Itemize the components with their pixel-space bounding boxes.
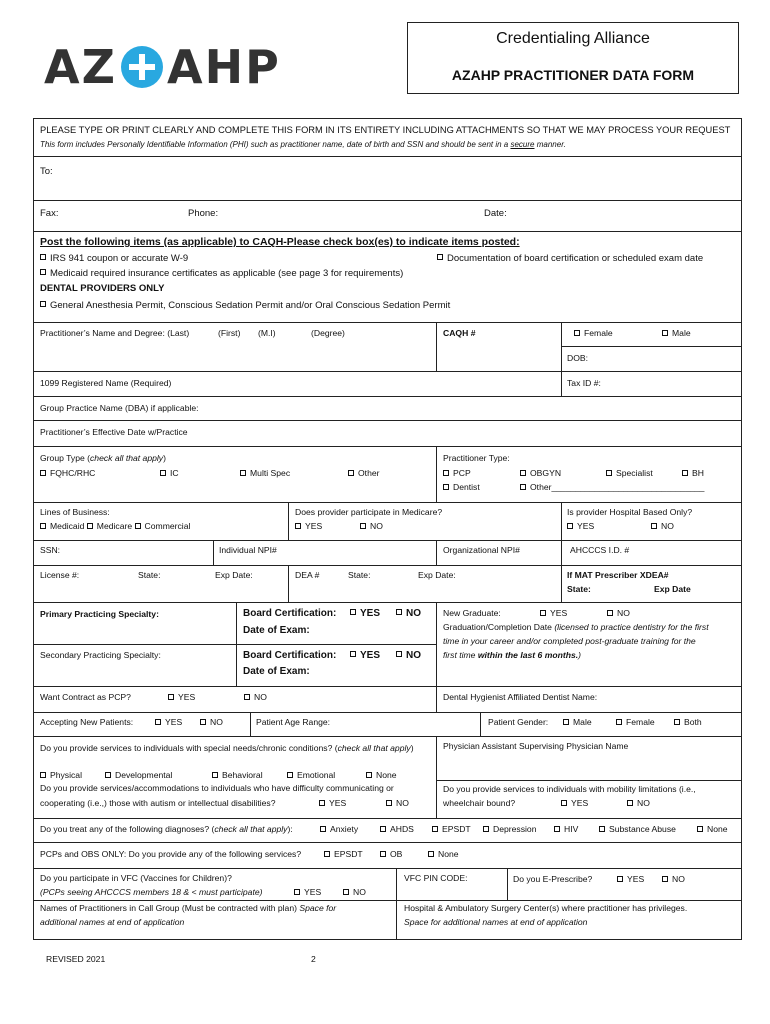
sn-behavioral-label: Behavioral — [222, 770, 263, 780]
new-grad-no[interactable] — [607, 608, 630, 618]
checkbox[interactable] — [563, 719, 569, 725]
checkbox[interactable] — [662, 330, 668, 336]
group-type-italic: check all that apply — [90, 453, 164, 463]
sn-physical-label: Physical — [50, 770, 82, 780]
new-grad-yes-label: YES — [550, 608, 568, 618]
autism-question-2: cooperating (i.e.,) those with autism or intellectual disabilities? — [40, 798, 276, 808]
mobility-no[interactable] — [627, 798, 650, 808]
grad-line-3-bold: within the last 6 months. — [477, 650, 579, 660]
pcp-obs-none[interactable] — [428, 849, 459, 859]
logo-text-left: AZ — [44, 40, 117, 94]
checkbox[interactable] — [40, 523, 46, 529]
checkbox[interactable] — [520, 470, 526, 476]
grad-line-2: time in your career and/or completed post-graduate training for the — [443, 636, 696, 646]
dx-none-label: None — [707, 824, 728, 834]
org-name: Credentialing Alliance — [496, 30, 650, 47]
board-cert-yes-label-1: YES — [360, 608, 381, 619]
secondary-specialty-label: Secondary Practicing Specialty: — [40, 650, 161, 660]
dx-ahds-label: AHDS — [390, 824, 414, 834]
checkbox[interactable] — [135, 523, 141, 529]
group-type-end: ) — [163, 453, 166, 463]
sn-none[interactable] — [366, 770, 397, 780]
group-practice-label: Group Practice Name (DBA) if applicable: — [40, 403, 199, 413]
page-number: 2 — [311, 954, 316, 964]
checkbox[interactable] — [212, 772, 218, 778]
grad-line-1 — [443, 622, 709, 632]
checkbox[interactable] — [627, 800, 633, 806]
checkbox[interactable] — [616, 719, 622, 725]
checkbox[interactable] — [40, 254, 46, 260]
checkbox[interactable] — [396, 651, 402, 657]
checkbox[interactable] — [360, 523, 366, 529]
mi-label: (M.I) — [258, 328, 276, 338]
ic-option[interactable] — [160, 468, 179, 478]
lob-medicare: Medicare — [96, 521, 133, 531]
dob-label: DOB: — [567, 353, 589, 363]
xdea-label: If MAT Prescriber XDEA# — [567, 570, 669, 580]
special-needs-end: ) — [410, 743, 414, 753]
dx-none[interactable] — [697, 824, 728, 834]
mobility-yes-label: YES — [571, 798, 589, 808]
mobility-question-1: Do you provide services to individuals with mobility limitations (i.e., — [443, 784, 696, 794]
hospital-privileges-1: Hospital & Ambulatory Surgery Center(s) where practitioner has privileges. — [404, 903, 688, 913]
checkbox[interactable] — [87, 523, 93, 529]
male-option[interactable] — [662, 328, 691, 338]
new-grad-yes[interactable] — [540, 608, 567, 618]
logo-text-right: AHP — [166, 40, 281, 94]
checkbox[interactable] — [240, 470, 246, 476]
npi-label: Individual NPI# — [219, 545, 277, 555]
checkbox[interactable] — [380, 826, 386, 832]
irs-label: IRS 941 coupon or accurate W-9 — [50, 253, 189, 264]
logo-cross-icon — [121, 46, 163, 88]
checkbox[interactable] — [443, 470, 449, 476]
accepting-yes[interactable] — [155, 717, 182, 727]
board-cert-label-2: Board Certification: — [243, 650, 337, 661]
dx-substance[interactable] — [599, 824, 676, 834]
call-group-line-1 — [40, 903, 336, 913]
call-group-line-2: additional names at end of application — [40, 917, 185, 927]
dx-anxiety[interactable] — [320, 824, 358, 834]
checkbox[interactable] — [40, 772, 46, 778]
diagnoses-text: Do you treat any of the following diagnoses? ( — [40, 824, 215, 834]
bh-option[interactable] — [682, 468, 704, 478]
pcp-obs-epsdt-label: EPSDT — [334, 849, 363, 859]
checkbox[interactable] — [366, 772, 372, 778]
board-cert-no-label-1: NO — [406, 608, 421, 619]
hospital-question: Is provider Hospital Based Only? — [567, 507, 693, 517]
call-group-italic: Space for — [299, 903, 337, 913]
board-cert-no-1[interactable] — [396, 608, 421, 619]
board-doc-item[interactable] — [437, 253, 703, 264]
fax-label: Fax: — [40, 208, 59, 219]
dx-substance-label: Substance Abuse — [609, 824, 676, 834]
license-exp-label: Exp Date: — [215, 570, 253, 580]
hospital-no[interactable] — [651, 521, 674, 531]
obgyn-label: OBGYN — [530, 468, 562, 478]
autism-no-label: NO — [396, 798, 409, 808]
logo — [44, 40, 281, 94]
vfc-yes[interactable] — [294, 887, 321, 897]
hygienist-label: Dental Hygienist Affiliated Dentist Name: — [443, 692, 598, 702]
checkbox[interactable] — [674, 719, 680, 725]
pcp-contract-label: Want Contract as PCP? — [40, 692, 131, 702]
checkbox[interactable] — [554, 826, 560, 832]
fqhc-label: FQHC/RHC — [50, 468, 96, 478]
notice-main: PLEASE TYPE OR PRINT CLEARLY AND COMPLETE THIS FORM IN ITS ENTIRETY INCLUDING ATTACHMENTS SO THAT WE MAY PROCESS YOUR REQUEST — [40, 125, 731, 135]
board-cert-yes-2[interactable] — [350, 650, 380, 661]
checkbox[interactable] — [244, 694, 250, 700]
checkbox[interactable] — [386, 800, 392, 806]
checkbox[interactable] — [295, 523, 301, 529]
group-other-option[interactable] — [348, 468, 380, 478]
dx-depression-label: Depression — [493, 824, 537, 834]
checkbox[interactable] — [160, 470, 166, 476]
registered-name-label: 1099 Registered Name (Required) — [40, 378, 172, 388]
pcp-obs-epsdt[interactable] — [324, 849, 363, 859]
gender-both-label: Both — [684, 717, 702, 727]
caqh-heading: Post the following items (as applicable) to CAQH-Please check box(es) to indicate items posted: — [40, 236, 520, 248]
checkbox[interactable] — [343, 889, 349, 895]
gender-female[interactable] — [616, 717, 655, 727]
dental-permit-label: General Anesthesia Permit, Conscious Sedation Permit and/or Oral Conscious Sedation Permit — [50, 300, 451, 311]
medicare-yes-label: YES — [305, 521, 323, 531]
vfc-no-label: NO — [353, 887, 366, 897]
ic-label: IC — [170, 468, 179, 478]
accepting-no-label: NO — [210, 717, 223, 727]
checkbox[interactable] — [324, 851, 330, 857]
special-needs-italic: check all that apply — [337, 743, 411, 753]
pcp-contract-yes-label: YES — [178, 692, 196, 702]
dx-epsdt[interactable] — [432, 824, 471, 834]
autism-no[interactable] — [386, 798, 409, 808]
xdea-exp-label: Exp Date — [654, 584, 691, 594]
license-state-label: State: — [138, 570, 161, 580]
checkbox[interactable] — [348, 470, 354, 476]
autism-yes-label: YES — [329, 798, 347, 808]
caqh-number-label: CAQH # — [443, 328, 476, 338]
accepting-patients-label: Accepting New Patients: — [40, 717, 134, 727]
autism-yes[interactable] — [319, 798, 346, 808]
board-cert-label-1: Board Certification: — [243, 608, 337, 619]
age-range-label: Patient Age Range: — [256, 717, 331, 727]
medicaid-cert-label: Medicaid required insurance certificates as applicable (see page 3 for requirements) — [50, 268, 404, 279]
grad-line-3-text: first time — [443, 650, 476, 660]
pcp-contract-yes[interactable] — [168, 692, 195, 702]
eprescribe-no-label: NO — [672, 874, 685, 884]
degree-label: (Degree) — [311, 328, 345, 338]
multi-spec-label: Multi Spec — [250, 468, 291, 478]
checkbox[interactable] — [617, 876, 623, 882]
eprescribe-no[interactable] — [662, 874, 685, 884]
gender-male[interactable] — [563, 717, 592, 727]
gender-male-label: Male — [573, 717, 592, 727]
dea-exp-label: Exp Date: — [418, 570, 456, 580]
ahcccs-id-label: AHCCCS I.D. # — [570, 545, 630, 555]
medicare-no-label: NO — [370, 521, 383, 531]
eprescribe-yes-label: YES — [627, 874, 645, 884]
checkbox[interactable] — [40, 470, 46, 476]
exam-date-label-2: Date of Exam: — [243, 666, 310, 677]
dental-heading: DENTAL PROVIDERS ONLY — [40, 283, 165, 294]
pcp-type-option[interactable] — [443, 468, 471, 478]
board-doc-label: Documentation of board certification or scheduled exam date — [447, 253, 704, 264]
effective-date-label: Practitioner’s Effective Date w/Practice — [40, 427, 188, 437]
pcp-obs-ob-label: OB — [390, 849, 403, 859]
special-needs-question — [40, 741, 432, 755]
group-type-text: Group Type ( — [40, 453, 90, 463]
dx-ahds[interactable] — [380, 824, 414, 834]
checkbox[interactable] — [662, 876, 668, 882]
gender-female-label: Female — [626, 717, 655, 727]
fqhc-option[interactable] — [40, 468, 95, 478]
board-cert-yes-1[interactable] — [350, 608, 380, 619]
new-grad-label: New Graduate: — [443, 608, 501, 618]
pcp-contract-no-label: NO — [254, 692, 267, 702]
accepting-yes-label: YES — [165, 717, 183, 727]
checkbox[interactable] — [396, 609, 402, 615]
checkbox[interactable] — [380, 851, 386, 857]
xdea-state-label: State: — [567, 584, 591, 594]
notice-secure: secure — [510, 140, 535, 149]
pcp-obs-question: PCPs and OBS ONLY: Do you provide any of the following services? — [40, 849, 302, 859]
grad-line-1-text: Graduation/Completion Date — [443, 622, 552, 632]
autism-question-1: Do you provide services/accommodations to individuals who have difficulty communicating or — [40, 783, 394, 793]
notice-sub-text: This form includes Personally Identifiable Information (PHI) such as practitioner name, date of birth and SSN and should be sent in a — [40, 140, 509, 149]
form-title: AZAHP PRACTITIONER DATA FORM — [451, 67, 695, 83]
dx-hiv[interactable] — [554, 824, 578, 834]
dx-hiv-label: HIV — [564, 824, 579, 834]
dx-depression[interactable] — [483, 824, 536, 834]
checkbox[interactable] — [574, 330, 580, 336]
specialist-label: Specialist — [616, 468, 653, 478]
bh-label: BH — [692, 468, 704, 478]
female-label: Female — [584, 328, 613, 338]
notice-sub — [40, 140, 566, 149]
checkbox[interactable] — [697, 826, 703, 832]
vfc-pin-label: VFC PIN CODE: — [404, 873, 468, 883]
checkbox[interactable] — [607, 610, 613, 616]
vfc-no[interactable] — [343, 887, 366, 897]
diagnoses-italic: check all that apply — [214, 824, 288, 834]
checkbox[interactable] — [561, 800, 567, 806]
irs-item[interactable] — [40, 253, 188, 264]
grad-line-3 — [443, 650, 581, 660]
mobility-question-2: wheelchair bound? — [443, 798, 516, 808]
sn-physical[interactable] — [40, 770, 82, 780]
medicare-no[interactable] — [360, 521, 383, 531]
group-type-label — [40, 453, 166, 463]
multi-spec-option[interactable] — [240, 468, 290, 478]
gender-label: Patient Gender: — [488, 717, 549, 727]
medicare-yes[interactable] — [295, 521, 322, 531]
checkbox[interactable] — [682, 470, 688, 476]
checkbox[interactable] — [105, 772, 111, 778]
dentist-option[interactable] — [443, 482, 480, 492]
pcp-type-label: PCP — [453, 468, 471, 478]
checkbox[interactable] — [320, 826, 326, 832]
dx-epsdt-label: EPSDT — [442, 824, 471, 834]
checkbox[interactable] — [651, 523, 657, 529]
type-other-label: Other________________________________ — [530, 482, 705, 492]
checkbox[interactable] — [432, 826, 438, 832]
checkbox[interactable] — [40, 269, 46, 275]
vfc-question: Do you participate in VFC (Vaccines for Children)? — [40, 873, 232, 883]
lob-medicaid: Medicaid — [50, 521, 85, 531]
license-label: License #: — [40, 570, 80, 580]
sn-developmental[interactable] — [105, 770, 172, 780]
checkbox[interactable] — [437, 254, 443, 260]
sn-emotional-label: Emotional — [297, 770, 336, 780]
mobility-no-label: NO — [637, 798, 650, 808]
gender-both[interactable] — [674, 717, 702, 727]
org-npi-label: Organizational NPI# — [443, 545, 520, 555]
pcp-obs-ob[interactable] — [380, 849, 402, 859]
eprescribe-label: Do you E-Prescribe? — [513, 874, 593, 884]
pa-supervising-label: Physician Assistant Supervising Physician Name — [443, 741, 629, 751]
checkbox[interactable] — [168, 694, 174, 700]
hospital-no-label: NO — [661, 521, 674, 531]
checkbox[interactable] — [520, 484, 526, 490]
sn-none-label: None — [376, 770, 397, 780]
dea-state-label: State: — [348, 570, 371, 580]
mobility-yes[interactable] — [561, 798, 588, 808]
checkbox[interactable] — [428, 851, 434, 857]
dentist-label: Dentist — [453, 482, 480, 492]
checkbox[interactable] — [443, 484, 449, 490]
hospital-yes[interactable] — [567, 521, 594, 531]
checkbox[interactable] — [606, 470, 612, 476]
checkbox[interactable] — [350, 651, 356, 657]
checkbox[interactable] — [40, 301, 46, 307]
checkbox[interactable] — [483, 826, 489, 832]
checkbox[interactable] — [155, 719, 161, 725]
checkbox[interactable] — [540, 610, 546, 616]
grad-line-3-end: ) — [578, 650, 582, 660]
pcp-contract-no[interactable] — [244, 692, 267, 702]
accepting-no[interactable] — [200, 717, 223, 727]
notice-sub-end: manner. — [536, 140, 566, 149]
obgyn-option[interactable] — [520, 468, 561, 478]
exam-date-label-1: Date of Exam: — [243, 625, 310, 636]
pcp-obs-none-label: None — [438, 849, 459, 859]
medicare-question: Does provider participate in Medicare? — [295, 507, 443, 517]
checkbox[interactable] — [567, 523, 573, 529]
checkbox[interactable] — [350, 609, 356, 615]
to-label: To: — [40, 166, 53, 177]
ssn-label: SSN: — [40, 545, 61, 555]
lob-options[interactable] — [40, 521, 190, 531]
sn-emotional[interactable] — [287, 770, 335, 780]
board-cert-no-label-2: NO — [406, 650, 421, 661]
sn-developmental-label: Developmental — [115, 770, 173, 780]
board-cert-yes-label-2: YES — [360, 650, 381, 661]
vfc-yes-label: YES — [304, 887, 322, 897]
revised-label: REVISED 2021 — [46, 954, 106, 964]
tax-id-label: Tax ID #: — [567, 378, 601, 388]
checkbox[interactable] — [599, 826, 605, 832]
male-label: Male — [672, 328, 691, 338]
checkbox[interactable] — [319, 800, 325, 806]
checkbox[interactable] — [287, 772, 293, 778]
practitioner-type-label: Practitioner Type: — [443, 453, 510, 463]
dea-label: DEA # — [295, 570, 320, 580]
new-grad-no-label: NO — [617, 608, 630, 618]
phone-label: Phone: — [188, 208, 219, 219]
board-cert-no-2[interactable] — [396, 650, 421, 661]
first-name-label: (First) — [218, 328, 241, 338]
checkbox[interactable] — [294, 889, 300, 895]
hospital-yes-label: YES — [577, 521, 595, 531]
special-needs-text: Do you provide services to individuals with special needs/chronic conditions? ( — [40, 743, 338, 753]
dx-anxiety-label: Anxiety — [330, 824, 359, 834]
medicaid-cert-item[interactable] — [40, 268, 403, 279]
diagnoses-end: ): — [287, 824, 293, 834]
female-option[interactable] — [574, 328, 613, 338]
grad-line-1-italic: (licensed to practice dentistry for the first — [554, 622, 709, 632]
lob-commercial: Commercial — [144, 521, 191, 531]
sn-behavioral[interactable] — [212, 770, 263, 780]
hospital-privileges-2: Space for additional names at end of application — [404, 917, 588, 927]
type-other-option[interactable] — [520, 482, 704, 492]
diagnoses-question — [40, 824, 293, 834]
group-other-label: Other — [358, 468, 380, 478]
practitioner-name-label: Practitioner’s Name and Degree: (Last) — [40, 328, 190, 338]
primary-specialty-label: Primary Practicing Specialty: — [40, 609, 159, 619]
eprescribe-yes[interactable] — [617, 874, 644, 884]
specialist-option[interactable] — [606, 468, 653, 478]
dental-permit-item[interactable] — [40, 300, 450, 311]
lob-label: Lines of Business: — [40, 507, 110, 517]
date-label: Date: — [484, 208, 507, 219]
checkbox[interactable] — [200, 719, 206, 725]
vfc-question-2: (PCPs seeing AHCCCS members 18 & < must participate) — [40, 887, 263, 897]
call-group-text: Names of Practitioners in Call Group (Must be contracted with plan) — [40, 903, 297, 913]
